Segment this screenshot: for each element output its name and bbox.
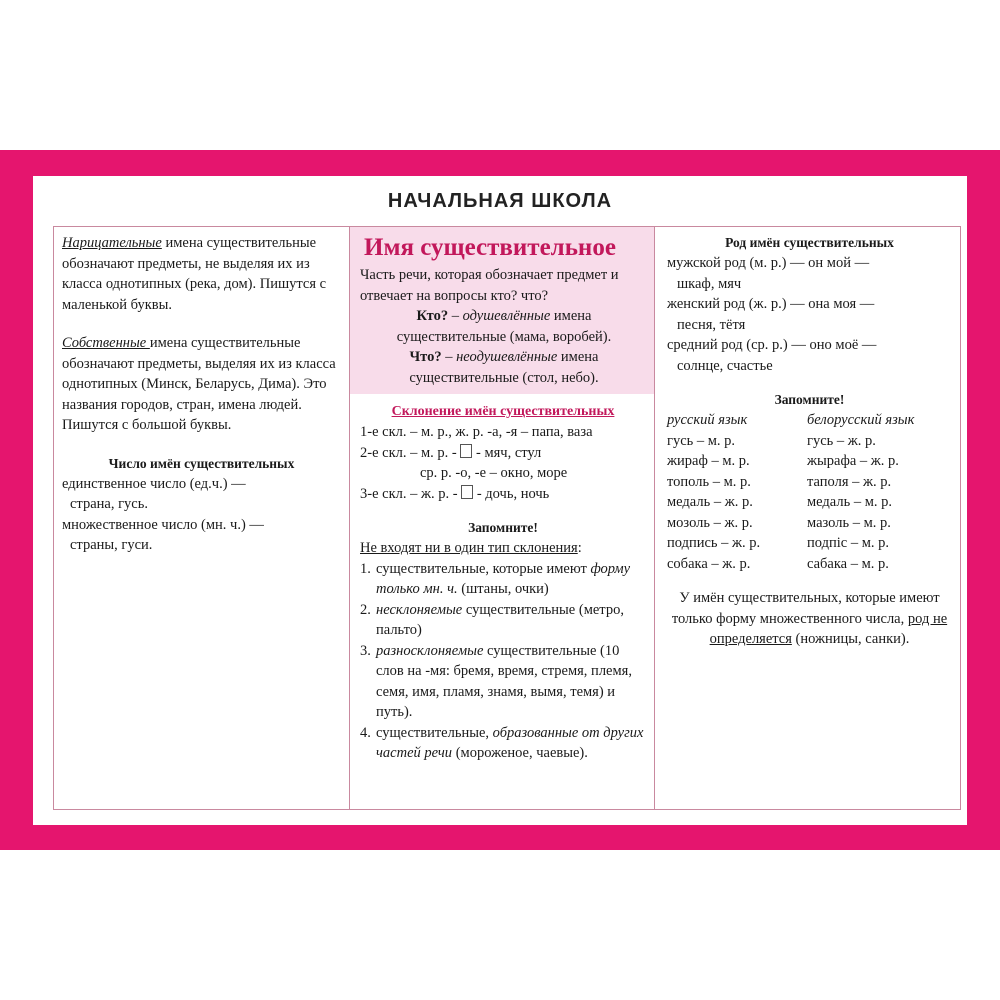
definition-box: [350, 227, 654, 394]
table-cell: медаль – м. р.: [807, 494, 893, 510]
declension-3: 3-е скл. – ж. р. - - дочь, ночь: [360, 485, 550, 502]
list-item: 3. разносклоняемые существительные (10 слов на -мя: бремя, время, стремя, племя, семя, имя, пламя, знамя, вымя, темя) и путь).: [360, 642, 632, 720]
number-line: страны, гуси.: [70, 537, 153, 553]
remember-heading: Запомните!: [468, 520, 538, 535]
table-cell: собака – ж. р.: [667, 555, 751, 572]
declension-2-neuter: ср. р. -о, -е – окно, море: [420, 465, 568, 481]
list-item: 4. существительные, образованные от других частей речи (мороженое, чаевые).: [360, 724, 644, 761]
number-heading: Число имён существительных: [108, 455, 295, 471]
not-included-heading: Не входят ни в один тип склонения:: [360, 540, 582, 556]
comparison-table: [667, 410, 952, 574]
gender-heading: Род имён существительных: [725, 235, 894, 250]
null-ending-icon: [461, 485, 473, 499]
middle-column: [349, 227, 655, 809]
gender-line: средний род (ср. р.) — оно моё —: [667, 337, 877, 353]
gender-line: мужской род (м. р.) — он мой —: [667, 255, 870, 271]
page-title: НАЧАЛЬНАЯ ШКОЛА: [387, 190, 613, 212]
table-cell: таполя – ж. р.: [807, 473, 892, 490]
number-line: множественное число (мн. ч.) —: [62, 516, 264, 533]
section-title: Имя существительное: [364, 234, 616, 261]
gender-line: шкаф, мяч: [677, 275, 742, 292]
number-line: единственное число (ед.ч.) —: [62, 475, 246, 492]
gender-line: песня, тётя: [677, 316, 746, 333]
common-text: имена существительные обозначают предметы, не выделяя их из класса однотипных (река, дом). Пишутся с маленькой буквы.: [62, 235, 327, 313]
right-column: [655, 227, 962, 809]
table-cell: медаль – ж. р.: [667, 494, 753, 510]
remember-heading: Запомните!: [774, 392, 845, 407]
declension-1: 1-е скл. – м. р., ж. р. -а, -я – папа, ваза: [360, 424, 593, 440]
table-cell: подпись – ж. р.: [667, 535, 761, 551]
table-cell: подпіс – м. р.: [807, 535, 889, 551]
exceptions-list: [360, 559, 646, 764]
declension-heading: Склонение имён существительных: [391, 404, 615, 419]
table-cell: гусь – м. р.: [667, 432, 736, 449]
definition-text: Часть речи, которая обозначает предмет и отвечает на вопросы кто? что?: [360, 267, 619, 304]
null-ending-icon: [460, 444, 472, 458]
common-nouns-paragraph: [62, 233, 341, 315]
content-frame: [53, 226, 961, 810]
proper-term: Собственные: [62, 335, 150, 351]
table-cell: жираф – м. р.: [667, 453, 750, 469]
gender-line: солнце, счастье: [677, 357, 773, 374]
column-header-belarusian: белорусский язык: [807, 412, 915, 428]
animate-line: Кто? – одушевлённые имена существительные (мама, воробей).: [396, 308, 612, 345]
table-cell: мазоль – м. р.: [807, 514, 891, 531]
table-cell: гусь – ж. р.: [807, 432, 876, 449]
table-cell: жырафа – ж. р.: [807, 453, 899, 469]
card: [33, 176, 967, 825]
plural-only-note: У имён существительных, которые имеют только форму множественного числа, род не определяется (ножницы, санки).: [671, 590, 948, 647]
list-item: 2. несклоняемые существительные (метро, пальто): [360, 601, 624, 638]
proper-text: имена существительные обозначают предметы, выделяя их из класса однотипных (Минск, Беларусь, Дима). Это названия городов, стран, имена людей. Пишутся с большой буквы.: [62, 335, 336, 433]
gender-line: женский род (ж. р.) — она моя —: [667, 296, 875, 312]
common-term: Нарицательные: [62, 235, 162, 251]
inanimate-line: Что? – неодушевлённые имена существительные (стол, небо).: [409, 349, 599, 386]
table-cell: сабака – м. р.: [807, 555, 889, 572]
table-cell: мозоль – ж. р.: [667, 514, 753, 531]
list-item: 1. существительные, которые имеют форму только мн. ч. (штаны, очки): [360, 560, 631, 597]
table-cell: тополь – м. р.: [667, 473, 751, 490]
column-header-russian: русский язык: [667, 412, 748, 428]
declension-2: 2-е скл. – м. р. - - мяч, стул: [360, 444, 542, 461]
number-line: страна, гусь.: [70, 496, 148, 512]
left-column: [54, 227, 349, 809]
proper-nouns-paragraph: [62, 333, 341, 436]
